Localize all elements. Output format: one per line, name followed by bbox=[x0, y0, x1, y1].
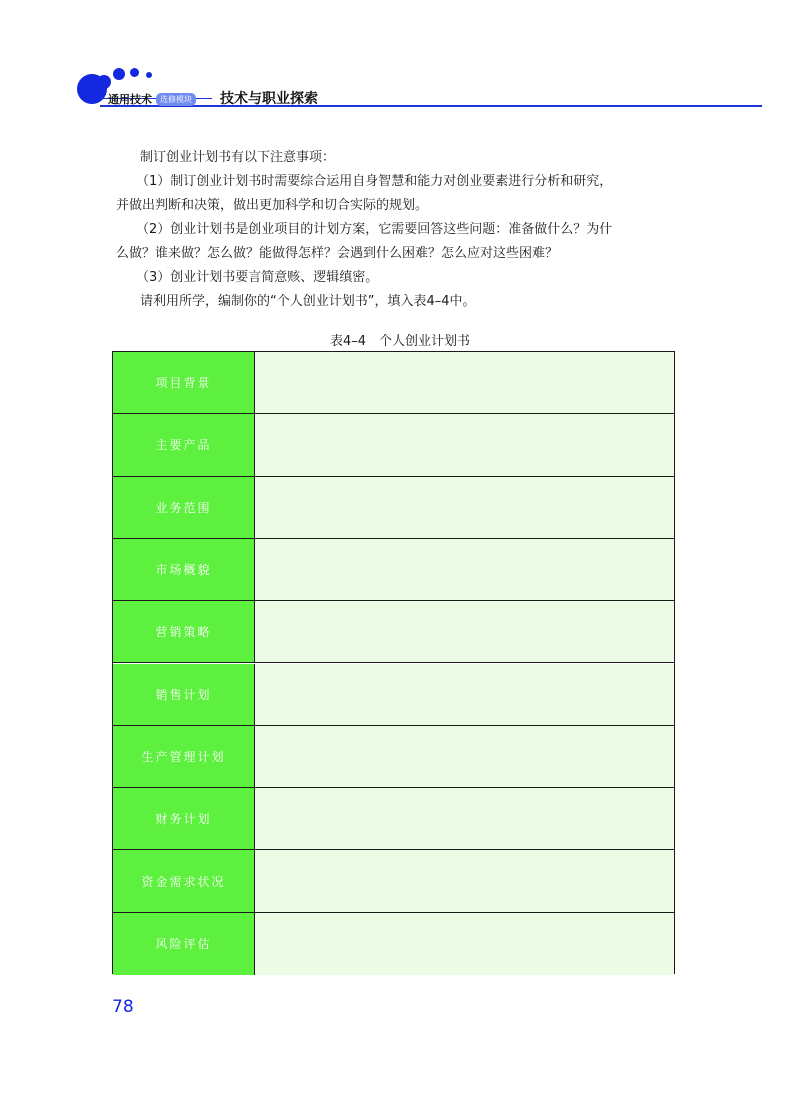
input-cell[interactable] bbox=[255, 414, 674, 475]
input-cell[interactable] bbox=[255, 913, 674, 975]
paragraph: 制订创业计划书有以下注意事项： bbox=[140, 150, 336, 165]
row-label: 项目背景 bbox=[113, 352, 255, 413]
table-caption: 表4–4 个人创业计划书 bbox=[329, 334, 471, 349]
row-label: 生产管理计划 bbox=[113, 726, 255, 787]
row-label: 资金需求状况 bbox=[113, 850, 255, 911]
input-cell[interactable] bbox=[255, 539, 674, 600]
table-row bbox=[113, 352, 674, 414]
chapter-title: 技术与职业探索 bbox=[220, 91, 318, 107]
row-label: 主要产品 bbox=[113, 414, 255, 475]
input-cell[interactable] bbox=[255, 601, 674, 662]
paragraph: 么做？谁来做？怎么做？能做得怎样？会遇到什么困难？怎么应对这些困难？ bbox=[116, 246, 559, 261]
table-row bbox=[113, 664, 674, 726]
table-row bbox=[113, 601, 674, 663]
row-label: 风险评估 bbox=[113, 913, 255, 975]
table-row bbox=[113, 726, 674, 788]
input-cell[interactable] bbox=[255, 726, 674, 787]
paragraph: （1）制订创业计划书时需要综合运用自身智慧和能力对创业要素进行分析和研究， bbox=[136, 174, 613, 189]
input-cell[interactable] bbox=[255, 664, 674, 725]
paragraph: 请利用所学，编制你的“个人创业计划书”，填入表4–4中。 bbox=[140, 294, 476, 309]
table-row bbox=[113, 477, 674, 539]
page-header bbox=[0, 0, 800, 120]
row-label: 市场概貌 bbox=[113, 539, 255, 600]
row-label: 业务范围 bbox=[113, 477, 255, 538]
header-rule bbox=[100, 105, 762, 107]
table-row bbox=[113, 913, 674, 975]
decor-dot-2 bbox=[113, 68, 125, 80]
decor-dot-1 bbox=[97, 75, 111, 89]
row-label: 营销策略 bbox=[113, 601, 255, 662]
table-row bbox=[113, 788, 674, 850]
table-row bbox=[113, 414, 674, 476]
business-plan-table bbox=[112, 351, 675, 974]
input-cell[interactable] bbox=[255, 850, 674, 911]
input-cell[interactable] bbox=[255, 352, 674, 413]
row-label: 财务计划 bbox=[113, 788, 255, 849]
paragraph: （2）创业计划书是创业项目的计划方案，它需要回答这些问题：准备做什么？为什 bbox=[136, 222, 613, 237]
page-number: 78 bbox=[112, 997, 134, 1017]
input-cell[interactable] bbox=[255, 788, 674, 849]
input-cell[interactable] bbox=[255, 477, 674, 538]
paragraph: （3）创业计划书要言简意赅、逻辑缜密。 bbox=[136, 270, 379, 285]
decor-dot-4 bbox=[146, 72, 152, 78]
paragraph: 并做出判断和决策，做出更加科学和切合实际的规划。 bbox=[116, 198, 429, 213]
table-row bbox=[113, 850, 674, 912]
decor-dot-3 bbox=[130, 68, 139, 77]
module-badge: 选修模块 bbox=[156, 93, 196, 106]
book-name: 通用技术 bbox=[108, 93, 152, 106]
row-label: 销售计划 bbox=[113, 664, 255, 725]
table-row bbox=[113, 539, 674, 601]
